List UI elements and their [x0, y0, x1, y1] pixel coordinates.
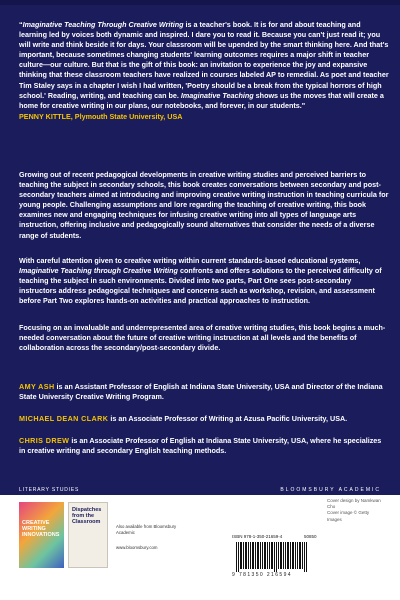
description-paragraph-3: Focusing on an invaluable and underrepresented area of creative writing studies, this book begins a much-needed conversation about the future of creative writing instruction at all levels and the benefits of collaboration across the secondary/post-secondary divide.: [19, 323, 386, 353]
quote-text-2: shows us the moves that will create a home for creative writing in our plans, our notebooks, and forever, in our students.": [19, 90, 384, 110]
related-book-title-2: Dispatches from the Classroom: [72, 507, 102, 526]
author-bio-2: [19, 414, 389, 424]
related-book-title-1: CREATIVE WRITING INNOVATIONS: [22, 520, 60, 539]
author-bio-text: is an Assistant Professor of English at Indiana State University, USA and Director of the Indiana State University Creative Writing Program.: [19, 382, 383, 402]
author-bio-text: is an Associate Professor of Writing at Azusa Pacific University, USA.: [108, 414, 348, 423]
p2-title: Imaginative Teaching through Creative Writing: [19, 266, 178, 276]
related-book-cover-1: [19, 502, 64, 568]
footer-band: [0, 486, 400, 495]
credit-image: Cover image © Getty Images: [327, 510, 370, 522]
isbn-text: ISBN 978-1-350-21659-4: [232, 534, 283, 539]
description-paragraph-2: [19, 256, 389, 306]
website-link[interactable]: www.bloomsbury.com: [116, 545, 158, 550]
cover-credits: [327, 498, 381, 523]
also-available-text: Also available from Bloomsbury Academic: [116, 524, 177, 535]
credit-design: Cover design by Namkwan Cho: [327, 498, 381, 510]
barcode: [232, 534, 324, 582]
author-bio-1: [19, 382, 389, 402]
top-bar: [0, 0, 400, 5]
endorsement-quote: [19, 20, 389, 122]
author-name: MICHAEL DEAN CLARK: [19, 414, 109, 423]
author-name: CHRIS DREW: [19, 436, 70, 445]
footer-strip: [0, 486, 400, 600]
description-paragraph-1: Growing out of recent pedagogical developments in creative writing studies and perceived barriers to teaching the subject in secondary schools, this book creates conversations between secondary and post-secondary teachers aimed at introducing and improving creative writing instruction in teaching curricula for young people. Challenging assumptions and lore regarding the teaching of creative writing, this book examines new and engaging techniques for infusing creative writing into all types of language arts instruction, offering inclusive and pedagogically sound alternatives that consider the needs of a diverse range of students.: [19, 170, 389, 240]
author-bio-text: is an Associate Professor of English at Indiana State University, USA, where he specializes in creative writing and secondary English teaching methods.: [19, 436, 382, 456]
author-bio-3: [19, 436, 389, 456]
quote-title: Imaginative Teaching Through Creative Writing: [22, 20, 184, 29]
quote-title-2: Imaginative Teaching: [180, 90, 254, 100]
price-code: 50850: [304, 534, 317, 539]
p2-text-a: With careful attention given to creative writing within current standards-based educational systems,: [19, 256, 361, 265]
barcode-digits: 9 781350 216594: [232, 572, 292, 578]
publisher-label: BLOOMSBURY ACADEMIC: [280, 487, 381, 493]
open-quote-mark: “: [19, 20, 23, 29]
p2-text-b: confronts and offers solutions to the perceived difficulty of teaching the subject in such environments. Divided into two parts, Part One sees post-secondary instructors address pedagogical techniques and concerns such as workshop, revision, and assessment before Part Two explores hands-on activities and practical approaches to instruction.: [19, 266, 382, 306]
author-name: AMY ASH: [19, 382, 55, 391]
related-book-cover-2: [68, 502, 108, 568]
barcode-icon: [236, 542, 320, 572]
category-label: LITERARY STUDIES: [19, 487, 80, 493]
quote-attribution: PENNY KITTLE, Plymouth State University, USA: [19, 111, 183, 121]
quote-text-1: is a teacher's book. It is for and about teaching and learning led by voices both dynamic and inspired. I dare you to read it. Because you can't just read it; you will write and think beside it for days. Your classroom will be upended by the smart thinking here. And that's important, because sometimes changing students' learning outcomes requires a major shift in teacher culture—our culture. But that is the gift of this book: an invitation to experience the joy and expansive thinking that these classroom teachers have realized in courses labeled AP to remedial. As poet and teacher Tim Staley says in a chapter I wish I had written, 'Poetry should be a break from the typical horrors of high school.' Reading, writing, and teaching can be.: [19, 20, 389, 100]
